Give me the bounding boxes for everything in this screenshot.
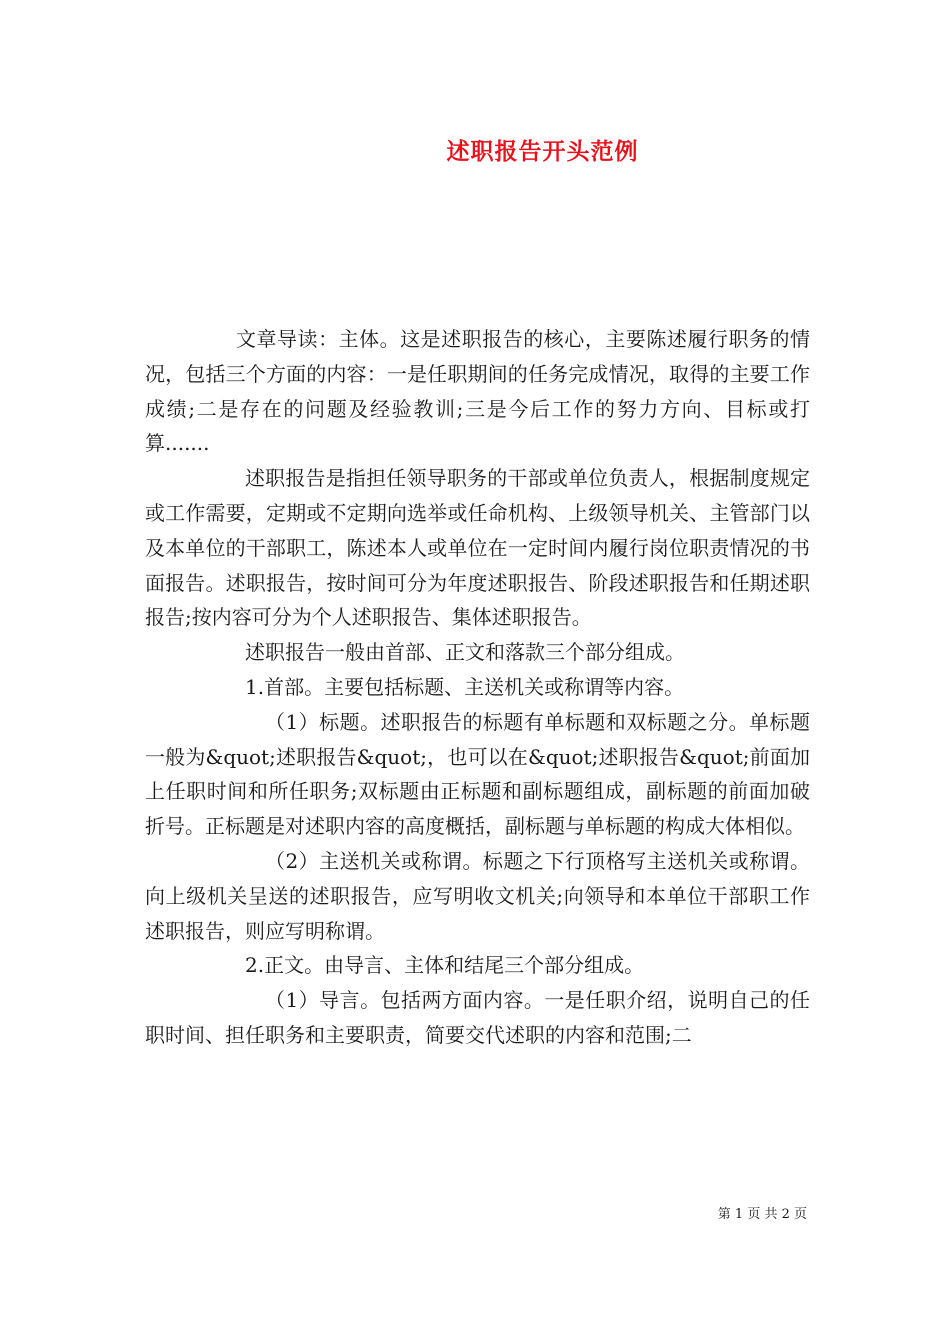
paragraph-intro: 文章导读：主体。这是述职报告的核心，主要陈述履行职务的情况，包括三个方面的内容：一是任职期间的任务完成情况，取得的主要工作成绩;二是存在的问题及经验教训;三是今后工作的努力方向、目标或打算....... — [145, 327, 810, 456]
paragraph-header-section: 1.首部。主要包括标题、主送机关或称谓等内容。 — [245, 674, 685, 699]
paragraph-structure: 述职报告一般由首部、正文和落款三个部分组成。 — [245, 640, 685, 665]
paragraph-body-section: 2.正文。由导言、主体和结尾三个部分组成。 — [245, 953, 645, 978]
paragraph-title-item: （1）标题。述职报告的标题有单标题和双标题之分。单标题一般为&quot;述职报告&quot;，也可以在&quot;述职报告&quot;前面加上任职时间和所任职务;双标题由正标题和副标题组成，副标题的前面加破折号。正标题是对述职内容的高度概括，副标题与单标题的构成大体相似。 — [145, 709, 810, 839]
page-number: 第 1 页 共 2 页 — [717, 1207, 807, 1222]
paragraph-definition: 述职报告是指担任领导职务的干部或单位负责人，根据制度规定或工作需要，定期或不定期向选举或任命机构、上级领导机关、主管部门以及本单位的干部职工，陈述本人或单位在一定时间内履行岗位职责情况的书面报告。述职报告，按时间可分为年度述职报告、阶段述职报告和任期述职报告;按内容可分为个人述职报告、集体述职报告。 — [145, 466, 810, 630]
document-title: 述职报告开头范例 — [446, 138, 639, 165]
document-body — [145, 322, 810, 1053]
paragraph-preface-item: （1）导言。包括两方面内容。一是任职介绍，说明自己的任职时间、担任职务和主要职责，简要交代述职的内容和范围;二 — [145, 988, 810, 1047]
paragraph-recipient-item: （2）主送机关或称谓。标题之下行顶格写主送机关或称谓。向上级机关呈送的述职报告，应写明收文机关;向领导和本单位干部职工作述职报告，则应写明称谓。 — [145, 848, 810, 943]
